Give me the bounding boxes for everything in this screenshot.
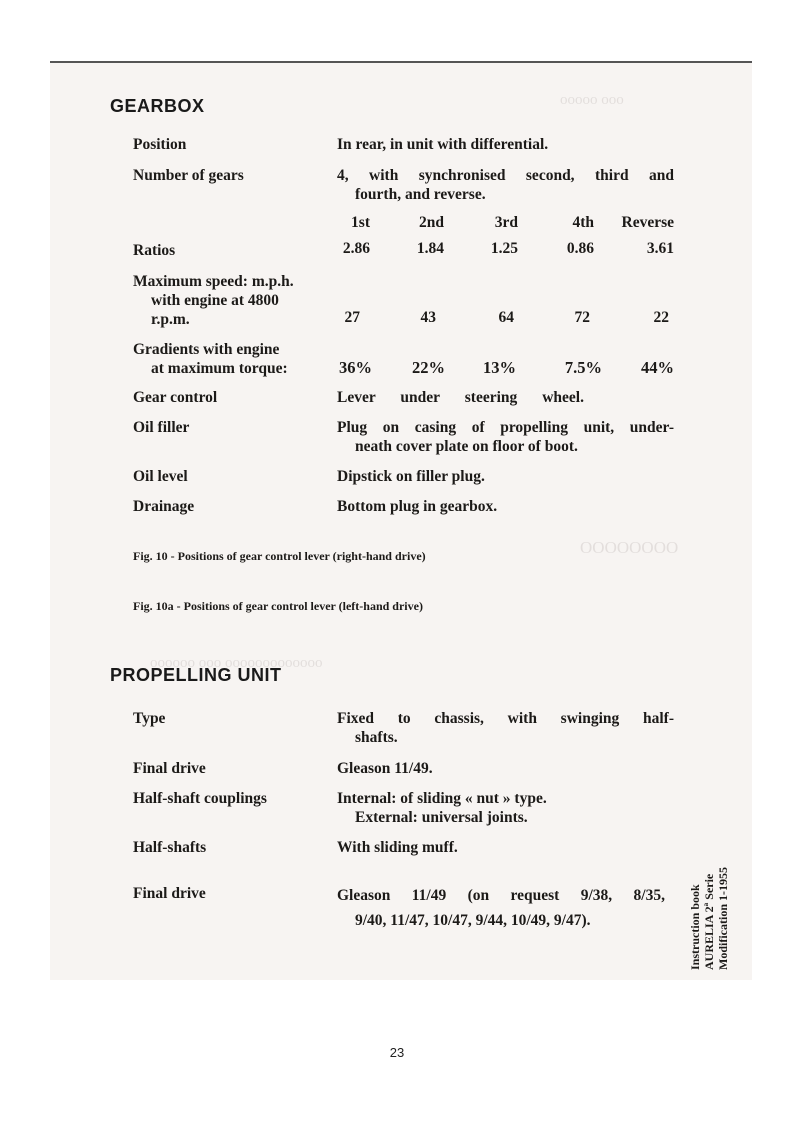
gears-label: Number of gears [133, 167, 244, 184]
top-rule [50, 61, 752, 63]
type-line1: Fixed to chassis, with swinging half- [337, 710, 674, 727]
gear-control-value: Lever under steering wheel. [337, 389, 584, 406]
side-note [688, 867, 730, 970]
side-note-line2: AURELIA 2ª Serie [702, 873, 716, 970]
bleed-through: ooooooooooooo ooo oooooo [150, 655, 323, 671]
final-drive-value: Gleason 11/49. [337, 760, 433, 777]
oil-filler-label: Oil filler [133, 419, 190, 436]
oil-level-value: Dipstick on filler plug. [337, 468, 485, 485]
couplings-label: Half-shaft couplings [133, 790, 267, 807]
ratio-value: 1.25 [490, 240, 518, 257]
speed-label-line2: with engine at 4800 [151, 292, 279, 309]
ratios-label: Ratios [133, 242, 176, 259]
column-header: Reverse [621, 214, 674, 231]
gears-value-line2: fourth, and reverse. [355, 186, 486, 203]
column-header: 1st [351, 214, 370, 231]
gearbox-heading: GEARBOX [110, 96, 205, 116]
ratio-value: 0.86 [566, 240, 594, 257]
speed-value: 22 [653, 309, 669, 326]
ratio-value: 1.84 [416, 240, 444, 257]
drainage-value: Bottom plug in gearbox. [337, 498, 498, 515]
gear-control-label: Gear control [133, 389, 218, 406]
final-drive-2-label: Final drive [133, 885, 206, 902]
gradient-value: 7.5% [564, 358, 602, 377]
column-header: 4th [572, 214, 594, 231]
column-header: 3rd [494, 214, 518, 231]
ratio-value: 2.86 [342, 240, 370, 257]
drainage-label: Drainage [133, 498, 195, 515]
final-drive-label: Final drive [133, 760, 206, 777]
side-note-line3: Modification 1-1955 [716, 867, 730, 970]
speed-label-line3: r.p.m. [151, 311, 190, 328]
column-header: 2nd [419, 214, 444, 231]
speed-label-line1: Maximum speed: m.p.h. [133, 273, 294, 290]
position-value: In rear, in unit with differential. [337, 136, 549, 153]
speed-value: 43 [420, 309, 436, 326]
bleed-through: OOOOOOOO [580, 538, 679, 557]
final-drive-2-line2: 9/40, 11/47, 10/47, 9/44, 10/49, 9/47). [355, 912, 591, 929]
gradient-value: 22% [412, 358, 445, 377]
gears-value-line1: 4, with synchronised second, third and [337, 167, 674, 184]
speed-value: 72 [574, 309, 590, 326]
figure-caption-10: Fig. 10 - Positions of gear control lever (right-hand drive) [133, 549, 426, 563]
final-drive-2-line1: Gleason 11/49 (on request 9/38, 8/35, [337, 887, 665, 904]
side-note-line1: Instruction book [688, 884, 702, 970]
half-shafts-value: With sliding muff. [337, 839, 458, 856]
page-number: 23 [389, 1045, 405, 1060]
gradient-label-line2: at maximum torque: [151, 360, 288, 377]
speed-value: 27 [344, 309, 360, 326]
couplings-line1: Internal: of sliding « nut » type. [337, 790, 547, 807]
type-line2: shafts. [355, 729, 398, 746]
oil-filler-line2: neath cover plate on floor of boot. [355, 438, 578, 455]
bleed-through: ooo ooooo [560, 92, 624, 108]
half-shafts-label: Half-shafts [133, 839, 207, 856]
couplings-line2: External: universal joints. [355, 809, 528, 826]
oil-level-label: Oil level [133, 468, 188, 485]
propelling-heading: PROPELLING UNIT [110, 665, 282, 685]
ratio-value: 3.61 [646, 240, 674, 257]
figure-caption-10a: Fig. 10a - Positions of gear control lever (left-hand drive) [133, 599, 423, 613]
position-label: Position [133, 136, 187, 153]
oil-filler-line1: Plug on casing of propelling unit, under- [337, 419, 674, 436]
gradient-label-line1: Gradients with engine [133, 341, 280, 358]
type-label: Type [133, 710, 166, 727]
speed-value: 64 [498, 309, 514, 326]
gradient-value: 36% [339, 358, 372, 377]
gradient-value: 44% [641, 358, 674, 377]
gradient-value: 13% [483, 358, 516, 377]
